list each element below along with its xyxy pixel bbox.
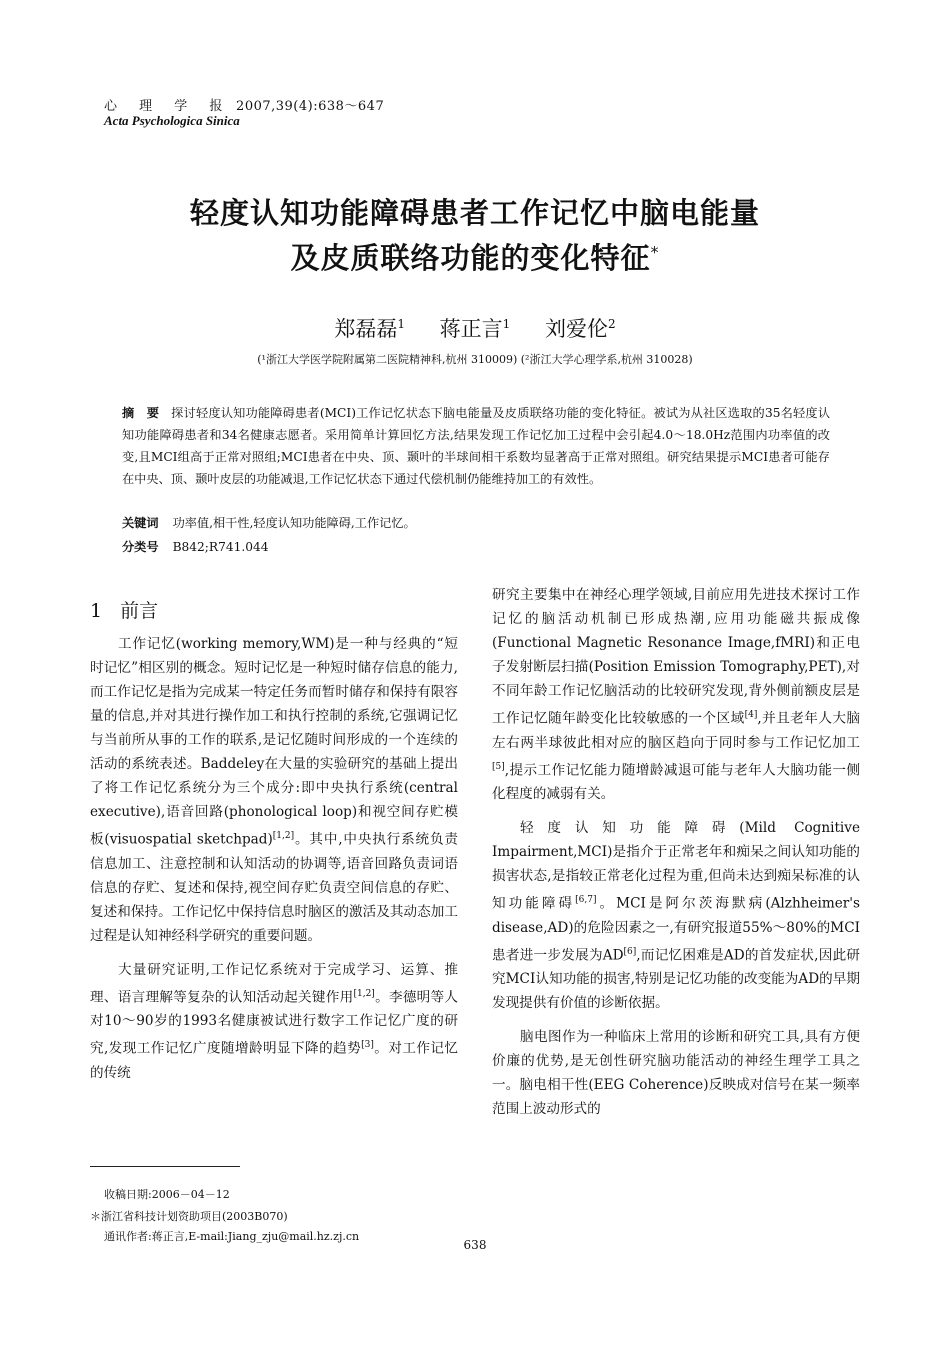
citation-ref: [6] <box>623 946 637 957</box>
paragraph-text: 大量研究证明,工作记忆系统对于完成学习、运算、推理、语言理解等复杂的认知活动起关键作用 <box>90 961 458 1006</box>
title-line-2-text: 及皮质联络功能的变化特征 <box>290 241 651 275</box>
journal-name-cn: 心 理 学 报 <box>104 99 232 114</box>
citation-ref: [6,7] <box>575 895 597 906</box>
author-name: 刘爱伦 <box>545 317 608 341</box>
author-affiliation-mark: 1 <box>397 317 405 331</box>
classification-label: 分类号 <box>122 540 159 554</box>
right-column <box>492 583 860 1131</box>
paragraph-text: 工作记忆(working memory,WM)是一种与经典的“短时记忆”相区别的概念。短时记忆是一种短时储存信息的能力,而工作记忆是指为完成某一特定任务而暂时储存和保持有限容量的信息,并对其进行操作加工和执行控制的系统,它强调记忆与当前所从事的工作的联系,是记忆随时间形成的一个连续的活动的系统表述。Baddeley在大量的实验研究的基础上提出了将工作记忆系统分为三个成分:即中央执行系统(central executive),语音回路(phonological loop)和视空间存贮模板(visuospatial sketchpad) <box>90 636 458 848</box>
paragraph-text: 轻度认知功能障碍(Mild Cognitive Impairment,MCI)是指介于正常老年和痴呆之间认知功能的损害状态,是指较正常老化过程为重,但尚未达到痴呆标准的认知功能障碍 <box>492 820 860 912</box>
footnote-divider <box>90 1166 240 1167</box>
title-line-2 <box>0 236 950 277</box>
paragraph-text: ,提示工作记忆能力随增龄减退可能与老年人大脑功能一侧化程度的减弱有关。 <box>492 762 860 803</box>
citation-ref: [1,2] <box>353 988 375 999</box>
page-number: 638 <box>463 1238 487 1252</box>
author-affiliation-mark: 2 <box>608 317 616 331</box>
citation-ref: [3] <box>361 1040 374 1051</box>
abstract-label: 摘 要 <box>122 406 160 420</box>
keywords-label: 关键词 <box>122 516 159 530</box>
author-list <box>0 313 950 343</box>
paragraph-text: 。其中,中央执行系统负责信息加工、注意控制和认知活动的协调等,语音回路负责词语信息的存贮、复述和保持,视空间存贮负责空间信息的存贮、复述和保持。工作记忆中保持信息时脑区的激活及其动态加工过程是认知神经科学研究的重要问题。 <box>90 831 458 944</box>
author <box>440 317 511 341</box>
journal-name-en: Acta Psychologica Sinica <box>104 113 240 128</box>
keywords <box>122 514 416 531</box>
section-number: 1 <box>90 600 103 622</box>
left-column <box>90 632 458 1095</box>
paragraph-text: ,而记忆困难是AD的首发症状,因此研究MCI认知功能的损害,特别是记忆功能的改变能为AD的早期发现提供有价值的诊断依据。 <box>492 947 861 1012</box>
author-name: 郑磊磊 <box>334 317 398 341</box>
paragraph <box>90 632 458 948</box>
abstract <box>122 402 830 490</box>
classification <box>122 538 268 555</box>
title-line-1: 轻度认知功能障碍患者工作记忆中脑电能量 <box>189 196 760 230</box>
journal-header <box>104 95 384 114</box>
section-heading <box>90 596 158 623</box>
paragraph-text: 。对工作记忆的传统 <box>90 1040 458 1081</box>
footnote-received: 收稿日期:2006－04－12 <box>104 1188 230 1201</box>
paragraph <box>492 1025 860 1121</box>
paragraph <box>492 583 860 806</box>
paragraph <box>492 816 860 1015</box>
paragraph-text: ,并且老年人大脑左右两半球彼此相对应的脑区趋向于同时参与工作记忆加工 <box>492 710 861 751</box>
keywords-text: 功率值,相干性,轻度认知功能障碍,工作记忆。 <box>172 516 416 530</box>
author-name: 蒋正言 <box>439 317 503 341</box>
abstract-text: 探讨轻度认知功能障碍患者(MCI)工作记忆状态下脑电能量及皮质联络功能的变化特征。被试为从社区选取的35名轻度认知功能障碍患者和34名健康志愿者。采用简单计算回忆方法,结果发现工作记忆加工过程中会引起4.0～18.0Hz范围内功率值的改变,且MCI组高于正常对照组;MCI患者在中央、顶、颞叶的半球间相干系数均显著高于正常对照组。研究结果提示MCI患者可能存在中央、顶、颞叶皮层的功能减退,工作记忆状态下通过代偿机制仍能维持加工的有效性。 <box>122 406 831 486</box>
paragraph-text: 。MCI是阿尔茨海默病(Alzhheimer's disease,AD)的危险因素之一,有研究报道55%～80%的MCI患者进一步发展为AD <box>492 895 860 964</box>
paragraph-text: 脑电图作为一种临床上常用的诊断和研究工具,具有方便价廉的优势,是无创性研究脑功能活动的神经生理学工具之一。脑电相干性(EEG Coherence)反映成对信号在某一频率范围上波动形式的 <box>492 1029 860 1118</box>
footnote-contact: 通讯作者:蒋正言,E-mail:Jiang_zju@mail.hz.zj.cn <box>104 1230 360 1243</box>
author <box>334 317 405 341</box>
citation: 2007,39(4):638～647 <box>236 99 385 114</box>
section-title: 前言 <box>120 600 159 622</box>
citation-ref: [4] <box>744 710 758 720</box>
title-mark: * <box>650 242 660 262</box>
paragraph <box>90 958 458 1085</box>
classification-text: B842;R741.044 <box>172 540 269 554</box>
author-affiliation-mark: 1 <box>502 317 511 331</box>
citation-ref: [1,2] <box>272 831 295 841</box>
affiliations: (¹浙江大学医学院附属第二医院精神科,杭州 310009) (²浙江大学心理学系,杭州 310028) <box>257 353 693 366</box>
paragraph-text: 。李德明等人对10～90岁的1993名健康被试进行数字工作记忆广度的研究,发现工作记忆广度随增龄明显下降的趋势 <box>90 989 459 1057</box>
paragraph-text: 研究主要集中在神经心理学领域,目前应用先进技术探讨工作记忆的脑活动机制已形成热潮,应用功能磁共振成像(Functional Magnetic Resonance Image,fMRI)和正电子发射断层扫描(Position Emission Tomography,PET),对不同年龄工作记忆脑活动的比较研究发现,背外侧前额皮层是工作记忆随年龄变化比较敏感的一个区域 <box>492 587 860 727</box>
author <box>545 317 616 341</box>
citation-ref: [5] <box>492 761 505 772</box>
footnote-funding: ＊浙江省科技计划资助项目(2003B070) <box>90 1210 288 1223</box>
